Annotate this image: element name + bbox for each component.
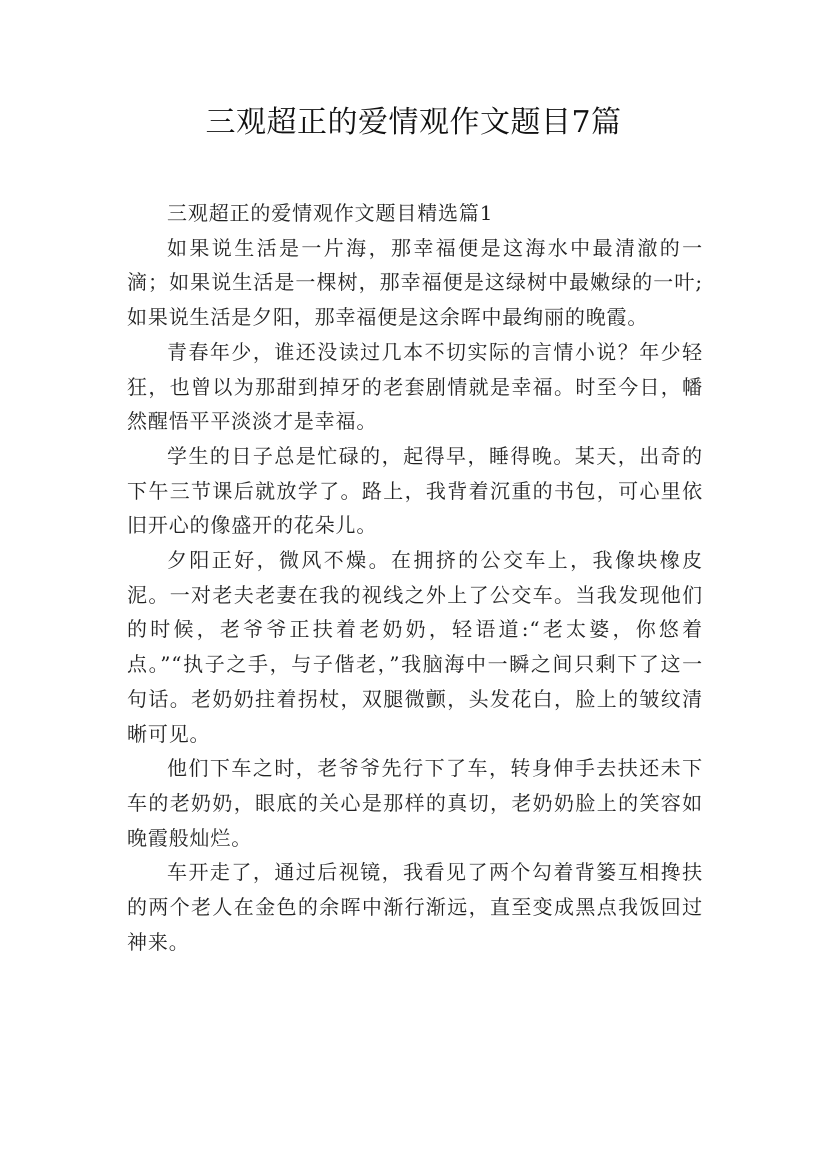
paragraph-1: 如果说生活是一片海，那幸福便是这海水中最清澈的一滴；如果说生活是一棵树，那幸福便是这绿树中最嫩绿的一叶;如果说生活是夕阳，那幸福便是这余晖中最绚丽的晚霞。 [127, 235, 703, 330]
paragraph-2: 青春年少，谁还没读过几本不切实际的言情小说？年少轻狂，也曾以为那甜到掉牙的老套剧情就是幸福。时至今日，幡然醒悟平平淡淡才是幸福。 [127, 339, 703, 434]
section-heading: 三观超正的爱情观作文题目精选篇1 [167, 201, 494, 225]
paragraph-6: 车开走了，通过后视镜，我看见了两个勾着背篓互相搀扶的两个老人在金色的余晖中渐行渐远，直至变成黑点我饭回过神来。 [127, 860, 703, 954]
paragraph-5: 他们下车之时，老爷爷先行下了车，转身伸手去扶还未下车的老奶奶，眼底的关心是那样的真切，老奶奶脸上的笑容如晚霞般灿烂。 [127, 756, 703, 850]
paragraph-4: 夕阳正好，微风不燥。在拥挤的公交车上，我像块橡皮泥。一对老夫老妻在我的视线之外上了公交车。当我发现他们的时候，老爷爷正扶着老奶奶，轻语道:“老太婆，你悠着点。”“执子之手，与子偕老，”我脑海中一瞬之间只剩下了这一句话。老奶奶拄着拐杖，双腿微颤，头发花白，脸上的皱纹清晰可见。 [127, 548, 703, 746]
document-title: 三观超正的爱情观作文题目7篇 [205, 105, 622, 140]
document-body [127, 196, 703, 959]
paragraph-3: 学生的日子总是忙碌的，起得早，睡得晚。某天，出奇的下午三节课后就放学了。路上，我背着沉重的书包，可心里依旧开心的像盛开的花朵儿。 [127, 443, 703, 538]
